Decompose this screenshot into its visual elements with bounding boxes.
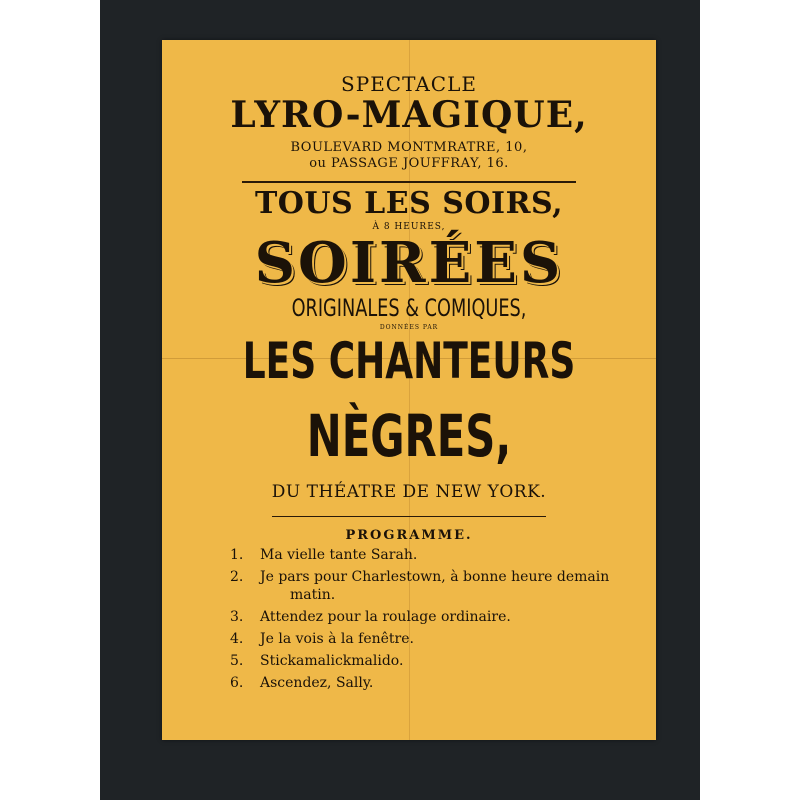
programme-item-number: 3. xyxy=(230,609,244,625)
donnees-par-line: DONNÉES PAR xyxy=(379,324,439,331)
theatre-line: DU THÉATRE DE NEW YORK. xyxy=(271,482,547,502)
programme-item-title: Stickamalickmalido. xyxy=(260,653,404,669)
programme-title: PROGRAMME. xyxy=(345,528,473,543)
programme-item xyxy=(230,630,630,648)
divider-rule xyxy=(272,516,546,517)
programme-item xyxy=(230,608,630,626)
programme-item-number: 1. xyxy=(230,547,244,563)
programme-item-title: Je la vois à la fenêtre. xyxy=(260,631,414,647)
programme-item-number: 6. xyxy=(230,675,244,691)
programme-item-text xyxy=(260,630,630,648)
programme-item-continuation: matin. xyxy=(290,587,336,603)
tous-les-soirs-heading: TOUS LES SOIRS, xyxy=(254,186,564,221)
time-line: À 8 HEURES, xyxy=(372,222,446,232)
programme-item-number: 2. xyxy=(230,569,244,585)
poster xyxy=(162,40,656,740)
programme-item-title: Attendez pour la roulage ordinaire. xyxy=(260,609,511,625)
programme-item-text xyxy=(260,568,630,604)
spectacle-heading: SPECTACLE xyxy=(341,72,477,96)
chanteurs-heading: LES CHANTEURS xyxy=(242,332,576,390)
programme-item-text xyxy=(260,546,630,564)
programme-item xyxy=(230,652,630,670)
address-line-1: BOULEVARD MONTMRATRE, 10, xyxy=(290,140,528,155)
programme-item-text xyxy=(260,674,630,692)
venue-title: LYRO-MAGIQUE, xyxy=(230,94,588,136)
negres-heading: NÈGRES, xyxy=(306,402,512,470)
programme-item-text xyxy=(260,652,630,670)
programme-item-text xyxy=(260,608,630,626)
address-line-2: ou PASSAGE JOUFFRAY, 16. xyxy=(309,156,509,171)
programme-list xyxy=(230,546,630,696)
programme-item-number: 5. xyxy=(230,653,244,669)
programme-item-title: Je pars pour Charlestown, à bonne heure demain xyxy=(260,569,610,585)
programme-item xyxy=(230,568,630,604)
programme-item-title: Ma vielle tante Sarah. xyxy=(260,547,418,563)
programme-item xyxy=(230,674,630,692)
programme-item xyxy=(230,546,630,564)
soirees-heading: SOIRÉES xyxy=(254,230,564,296)
divider-rule xyxy=(242,181,576,183)
programme-item-number: 4. xyxy=(230,631,244,647)
programme-item-title: Ascendez, Sally. xyxy=(260,675,374,691)
originales-line: ORIGINALES & COMIQUES, xyxy=(291,294,527,322)
